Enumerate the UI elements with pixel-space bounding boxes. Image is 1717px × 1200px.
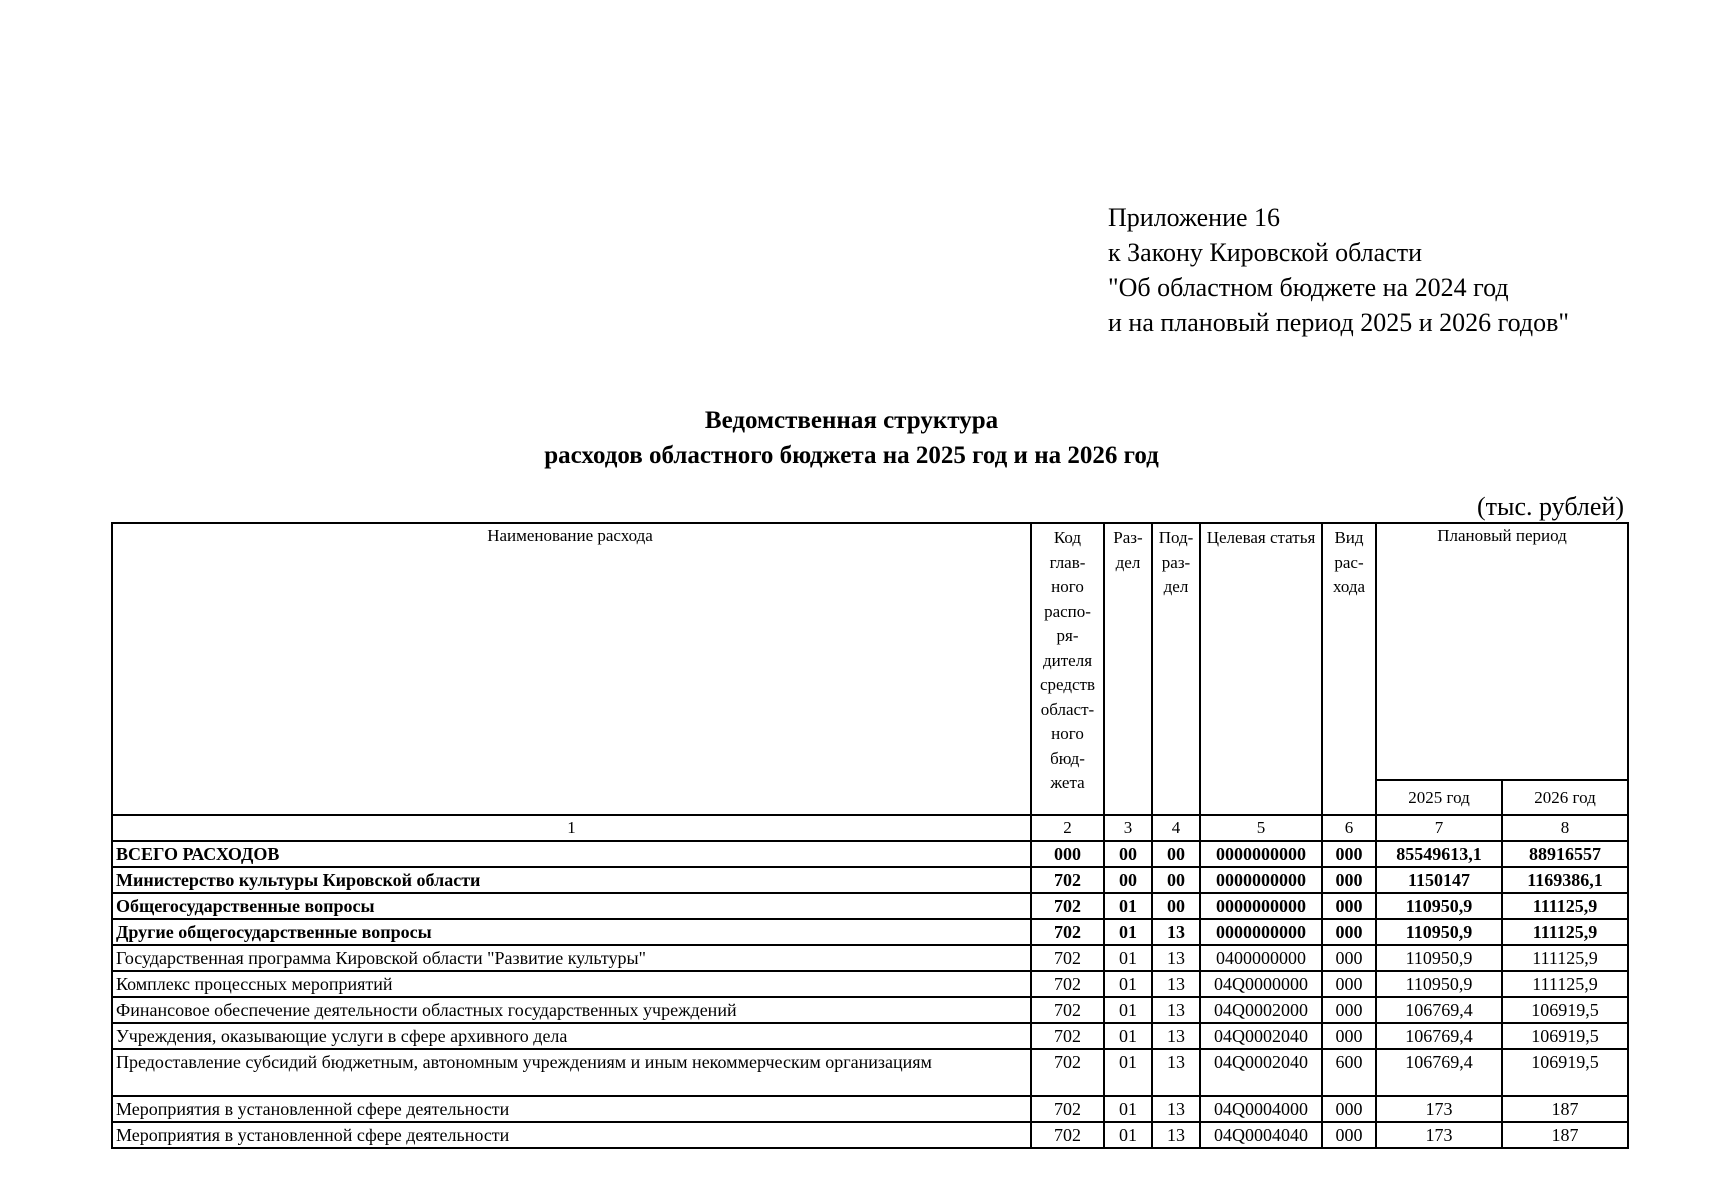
row-name-cell: Мероприятия в установленной сфере деятельности (112, 1122, 1031, 1148)
row-section-cell: 01 (1104, 893, 1152, 919)
column-number: 8 (1502, 815, 1628, 841)
table-row (112, 1096, 1628, 1122)
table-row (112, 867, 1628, 893)
row-2026-cell: 111125,9 (1502, 893, 1628, 919)
appendix-line: к Закону Кировской области (1108, 238, 1422, 267)
row-2026-cell: 106919,5 (1502, 1049, 1628, 1096)
table-row (112, 893, 1628, 919)
row-section-cell: 00 (1104, 841, 1152, 867)
row-type-cell: 600 (1322, 1049, 1376, 1096)
row-target-cell: 04Q0004040 (1200, 1122, 1322, 1148)
document-title (0, 403, 1717, 473)
row-type-cell: 000 (1322, 1023, 1376, 1049)
header-row (112, 523, 1628, 780)
table-row (112, 971, 1628, 997)
row-section-cell: 01 (1104, 919, 1152, 945)
row-2026-cell: 187 (1502, 1122, 1628, 1148)
row-2025-cell: 85549613,1 (1376, 841, 1502, 867)
row-subsection-cell: 13 (1152, 1122, 1200, 1148)
row-2025-cell: 106769,4 (1376, 1049, 1502, 1096)
row-type-cell: 000 (1322, 867, 1376, 893)
row-section-cell: 01 (1104, 1023, 1152, 1049)
row-name-cell: Государственная программа Кировской области "Развитие культуры" (112, 945, 1031, 971)
header-name: Наименование расхода (112, 523, 1031, 815)
row-name-cell: Комплекс процессных мероприятий (112, 971, 1031, 997)
column-number: 5 (1200, 815, 1322, 841)
row-code-cell: 000 (1031, 841, 1104, 867)
column-number: 6 (1322, 815, 1376, 841)
row-subsection-cell: 00 (1152, 841, 1200, 867)
units-label: (тыс. рублей) (1476, 492, 1624, 521)
column-number: 7 (1376, 815, 1502, 841)
row-subsection-cell: 00 (1152, 893, 1200, 919)
row-code-cell: 702 (1031, 1023, 1104, 1049)
appendix-line: Приложение 16 (1108, 203, 1281, 232)
row-type-cell: 000 (1322, 1122, 1376, 1148)
appendix-header (1108, 200, 1569, 340)
appendix-line: "Об областном бюджете на 2024 год (1108, 273, 1509, 302)
table-row (112, 841, 1628, 867)
row-section-cell: 00 (1104, 867, 1152, 893)
column-number: 4 (1152, 815, 1200, 841)
row-2025-cell: 173 (1376, 1122, 1502, 1148)
row-2025-cell: 110950,9 (1376, 919, 1502, 945)
row-name-cell: Общегосударственные вопросы (112, 893, 1031, 919)
row-section-cell: 01 (1104, 971, 1152, 997)
row-type-cell: 000 (1322, 945, 1376, 971)
row-subsection-cell: 13 (1152, 971, 1200, 997)
row-code-cell: 702 (1031, 945, 1104, 971)
header-planned-period: Плановый период (1376, 523, 1628, 780)
row-type-cell: 000 (1322, 997, 1376, 1023)
row-2026-cell: 111125,9 (1502, 919, 1628, 945)
column-number: 2 (1031, 815, 1104, 841)
row-subsection-cell: 00 (1152, 867, 1200, 893)
row-type-cell: 000 (1322, 841, 1376, 867)
row-code-cell: 702 (1031, 893, 1104, 919)
row-section-cell: 01 (1104, 997, 1152, 1023)
header-year-2026: 2026 год (1502, 780, 1628, 815)
row-code-cell: 702 (1031, 1122, 1104, 1148)
table-row (112, 1122, 1628, 1148)
row-subsection-cell: 13 (1152, 1049, 1200, 1096)
title-line: расходов областного бюджета на 2025 год и на 2026 год (544, 442, 1159, 469)
row-code-cell: 702 (1031, 1049, 1104, 1096)
row-target-cell: 04Q0000000 (1200, 971, 1322, 997)
row-name-cell: Учреждения, оказывающие услуги в сфере архивного дела (112, 1023, 1031, 1049)
header-year-2025: 2025 год (1376, 780, 1502, 815)
header-code: Код глав-ного распо-ря-дителя средств област-ного бюд-жета (1031, 523, 1104, 815)
row-section-cell: 01 (1104, 1122, 1152, 1148)
header-target: Целевая статья (1200, 523, 1322, 815)
row-name-cell: Министерство культуры Кировской области (112, 867, 1031, 893)
row-target-cell: 0000000000 (1200, 893, 1322, 919)
row-type-cell: 000 (1322, 893, 1376, 919)
row-2026-cell: 111125,9 (1502, 945, 1628, 971)
row-2026-cell: 1169386,1 (1502, 867, 1628, 893)
table-row (112, 945, 1628, 971)
row-code-cell: 702 (1031, 997, 1104, 1023)
row-target-cell: 0400000000 (1200, 945, 1322, 971)
row-target-cell: 0000000000 (1200, 841, 1322, 867)
row-section-cell: 01 (1104, 1096, 1152, 1122)
row-2025-cell: 110950,9 (1376, 945, 1502, 971)
header-type: Вид рас-хода (1322, 523, 1376, 815)
row-name-cell: Мероприятия в установленной сфере деятельности (112, 1096, 1031, 1122)
column-number: 3 (1104, 815, 1152, 841)
row-target-cell: 04Q0002000 (1200, 997, 1322, 1023)
row-2026-cell: 106919,5 (1502, 1023, 1628, 1049)
row-2026-cell: 187 (1502, 1096, 1628, 1122)
row-subsection-cell: 13 (1152, 997, 1200, 1023)
row-2025-cell: 1150147 (1376, 867, 1502, 893)
row-target-cell: 0000000000 (1200, 867, 1322, 893)
row-code-cell: 702 (1031, 971, 1104, 997)
row-type-cell: 000 (1322, 1096, 1376, 1122)
row-type-cell: 000 (1322, 919, 1376, 945)
row-subsection-cell: 13 (1152, 1096, 1200, 1122)
row-type-cell: 000 (1322, 971, 1376, 997)
row-subsection-cell: 13 (1152, 945, 1200, 971)
row-2025-cell: 110950,9 (1376, 971, 1502, 997)
header-section: Раз-дел (1104, 523, 1152, 815)
row-section-cell: 01 (1104, 945, 1152, 971)
row-2026-cell: 88916557 (1502, 841, 1628, 867)
row-2025-cell: 173 (1376, 1096, 1502, 1122)
row-2026-cell: 111125,9 (1502, 971, 1628, 997)
row-2025-cell: 110950,9 (1376, 893, 1502, 919)
title-line: Ведомственная структура (704, 407, 999, 434)
row-2026-cell: 106919,5 (1502, 997, 1628, 1023)
row-name-cell: Предоставление субсидий бюджетным, автономным учреждениям и иным некоммерческим организациям (112, 1049, 1031, 1096)
row-target-cell: 04Q0002040 (1200, 1023, 1322, 1049)
budget-table (111, 522, 1629, 1149)
row-section-cell: 01 (1104, 1049, 1152, 1096)
row-target-cell: 0000000000 (1200, 919, 1322, 945)
row-subsection-cell: 13 (1152, 1023, 1200, 1049)
row-code-cell: 702 (1031, 867, 1104, 893)
row-2025-cell: 106769,4 (1376, 1023, 1502, 1049)
table-row (112, 1023, 1628, 1049)
row-target-cell: 04Q0002040 (1200, 1049, 1322, 1096)
row-2025-cell: 106769,4 (1376, 997, 1502, 1023)
table-row (112, 997, 1628, 1023)
row-code-cell: 702 (1031, 1096, 1104, 1122)
column-numbers-row (112, 815, 1628, 841)
header-subsection: Под-раз-дел (1152, 523, 1200, 815)
table-row (112, 919, 1628, 945)
row-name-cell: Финансовое обеспечение деятельности областных государственных учреждений (112, 997, 1031, 1023)
row-name-cell: ВСЕГО РАСХОДОВ (112, 841, 1031, 867)
row-target-cell: 04Q0004000 (1200, 1096, 1322, 1122)
appendix-line: и на плановый период 2025 и 2026 годов" (1108, 308, 1570, 337)
row-subsection-cell: 13 (1152, 919, 1200, 945)
row-name-cell: Другие общегосударственные вопросы (112, 919, 1031, 945)
column-number: 1 (112, 815, 1031, 841)
row-code-cell: 702 (1031, 919, 1104, 945)
table-row (112, 1049, 1628, 1096)
